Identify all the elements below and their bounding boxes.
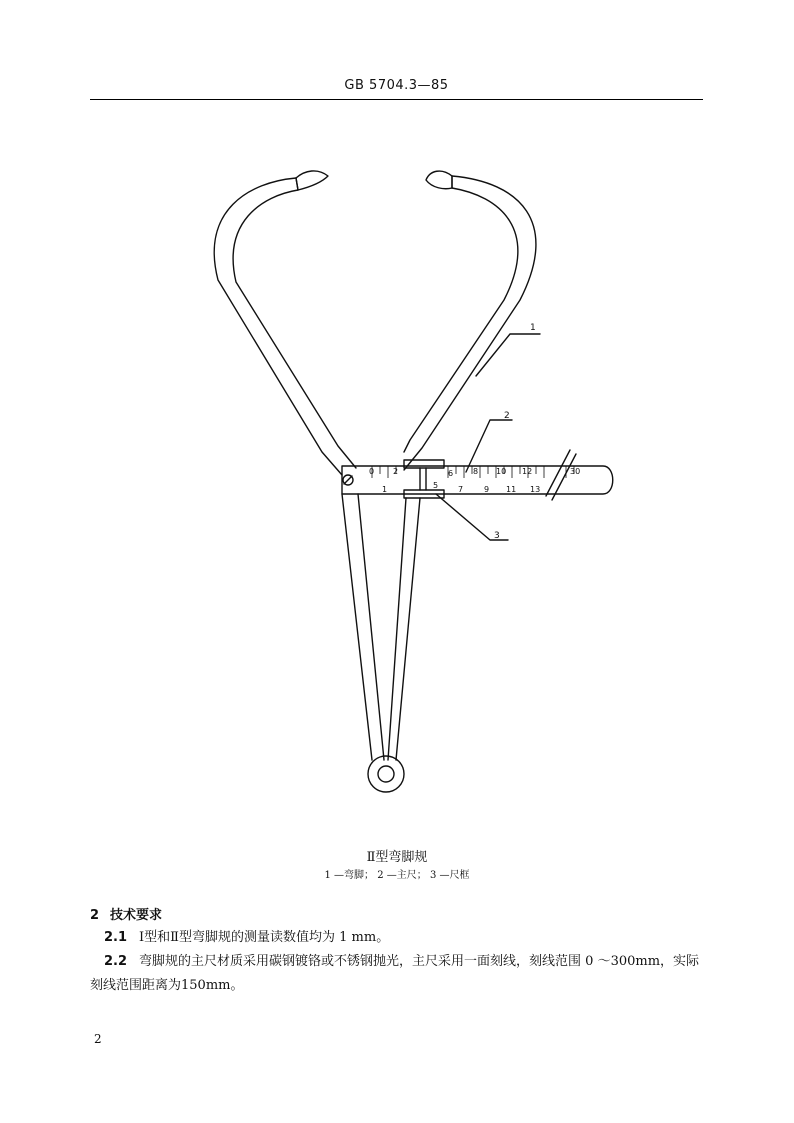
section-heading	[90, 904, 162, 923]
scale-num-bottom: 9	[484, 485, 490, 494]
hinge-inner	[378, 766, 394, 782]
section-number: 2	[90, 908, 100, 923]
scale-num-bottom: 11	[506, 485, 517, 494]
callout-2: 2	[504, 411, 510, 421]
left-leg-outline	[214, 178, 342, 475]
right-leg-outline	[404, 176, 536, 470]
clause-text: 弯脚规的主尺材质采用碳钢镀铬或不锈钢抛光，主尺采用一面刻线，刻线范围 0 ～300mm，实际刻线范围距离为150mm。	[90, 954, 700, 993]
clause-2-1	[90, 926, 703, 950]
left-leg-tip	[296, 171, 328, 190]
clause-number: 2.1	[104, 930, 128, 945]
scale-num-top: 10	[496, 467, 507, 476]
standard-code: GB 5704.3—85	[344, 78, 449, 93]
right-leg-tip	[426, 171, 452, 189]
scale-num-top: 0	[369, 467, 375, 476]
scale-num-top: 6	[448, 469, 454, 478]
left-leg-inner	[233, 190, 356, 468]
lower-right-leg	[396, 498, 420, 760]
hinge-outer	[368, 756, 404, 792]
lower-left-leg	[342, 494, 372, 760]
figure-legend: 1 —弯脚； 2 —主尺； 3 —尺框	[324, 870, 470, 881]
scale-num-bottom: 1	[382, 485, 388, 494]
scale-num-top: 30	[570, 467, 581, 476]
slider-frame	[404, 460, 444, 468]
clause-2-2	[90, 950, 703, 998]
clause-text: Ⅰ型和Ⅱ型弯脚规的测量读数值均为 1 mm。	[139, 930, 390, 945]
scale-num-top: 12	[522, 467, 533, 476]
scale-num-top: 8	[473, 467, 479, 476]
scale-num-bottom: 13	[530, 485, 541, 494]
scale-num-bottom: 7	[458, 485, 464, 494]
callout-1: 1	[530, 323, 536, 333]
scale-num-top: 2	[393, 467, 399, 476]
scale-num-bottom: 5	[433, 481, 439, 490]
clause-number: 2.2	[104, 954, 128, 969]
right-leg-inner	[404, 188, 518, 452]
section-title: 技术要求	[110, 908, 163, 923]
figure-title: Ⅱ型弯脚规	[366, 850, 428, 865]
callout-3: 3	[494, 531, 500, 541]
page-number: 2	[94, 1032, 102, 1046]
